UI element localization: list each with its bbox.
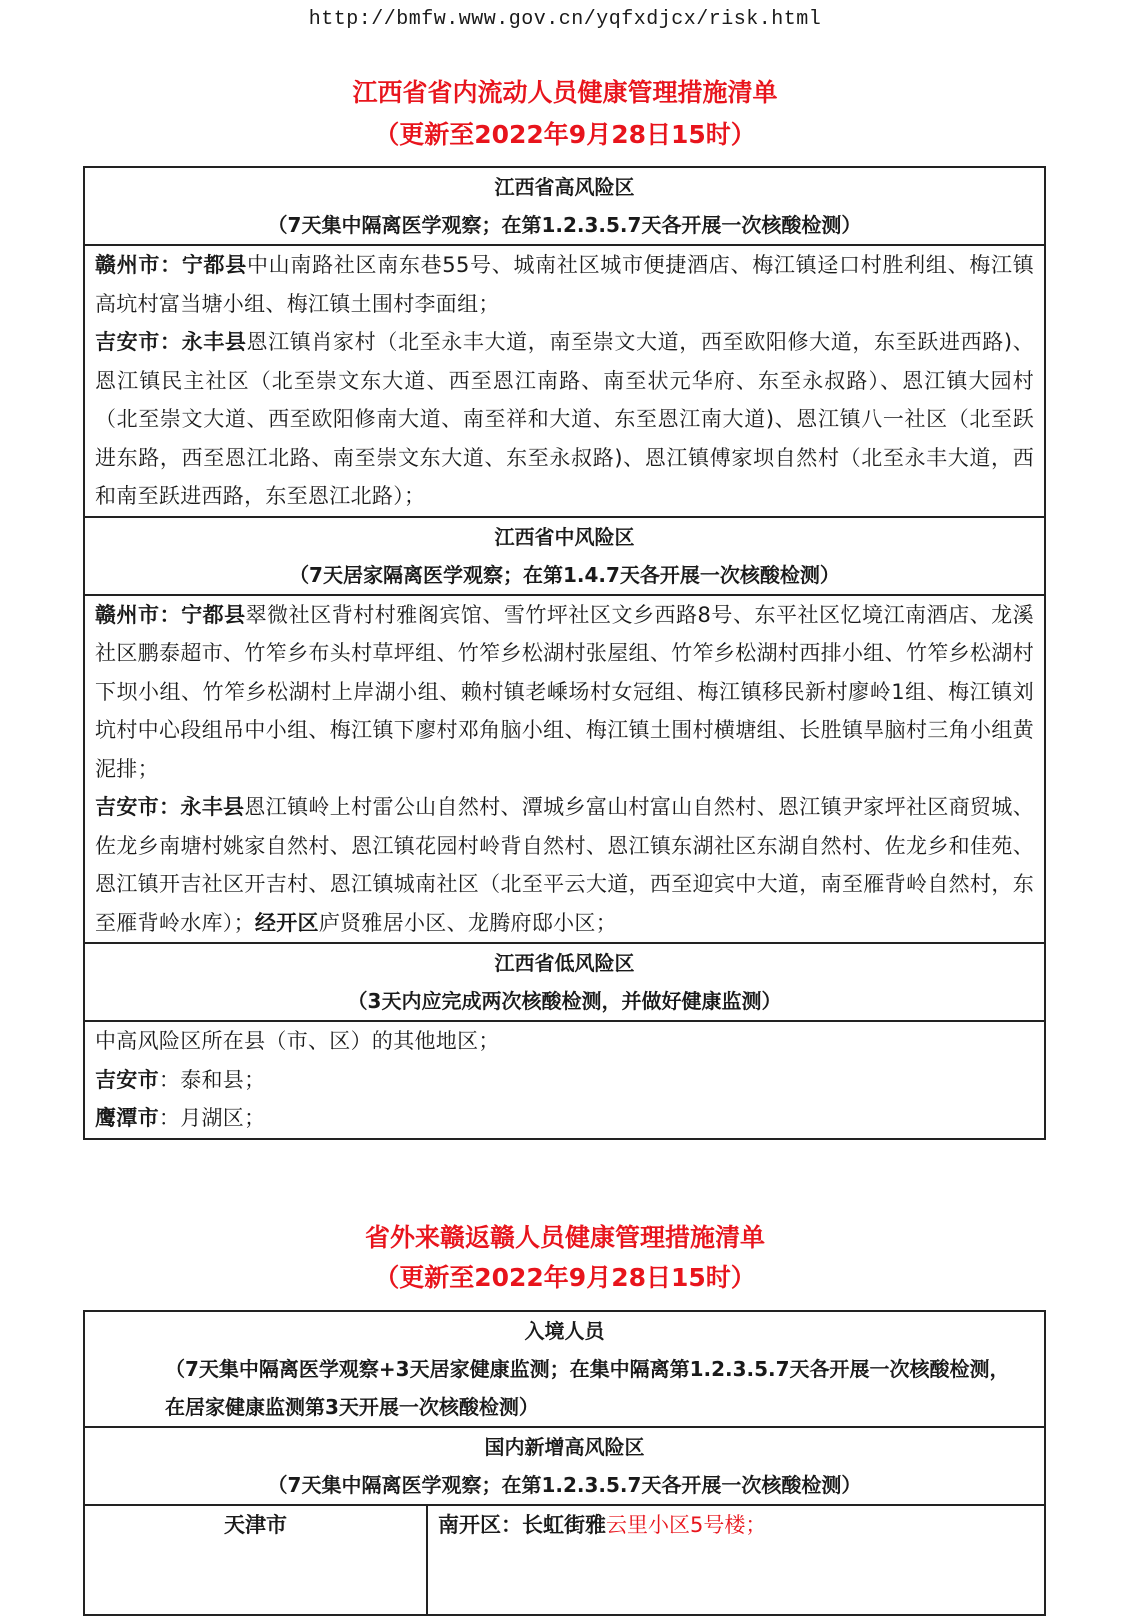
list-item [95, 246, 1034, 323]
city-label: 赣州市： [95, 602, 182, 627]
area-text: 翠微社区背村村雅阁宾馆、雪竹坪社区文乡西路8号、东平社区忆境江南酒店、龙溪社区鹏泰超市、竹笮乡布头村草坪组、竹笮乡松湖村张屋组、竹笮乡松湖村西排小组、竹笮乡松湖村下坝小组、竹笮乡松湖村上岸湖小组、赖村镇老嵊场村女冠组、梅江镇移民新村廖岭1组、梅江镇刘坑村中心段组吊中小组、梅江镇下廖村邓角脑小组、梅江镇土围村横塘组、长胜镇旱脑村三角小组黄泥排； [95, 602, 1034, 781]
county-label: 永丰县 [180, 795, 245, 819]
city-label: 赣州市： [95, 253, 182, 277]
list-item [95, 596, 1034, 789]
area-text: 恩江镇肖家村（北至永丰大道，南至崇文大道，西至欧阳修大道，东至跃进西路)、恩江镇民主社区（北至崇文东大道、西至恩江南路、南至状元华府、东至永叔路）、恩江镇大园村（北至崇文大道、西至欧阳修南大道、南至祥和大道、东至恩江南大道)、恩江镇八一社区（北至跃进东路，西至恩江北路、南至崇文东大道、东至永叔路)、恩江镇傅家坝自然村（北至永丰大道，西和南至跃进西路，东至恩江北路）； [95, 330, 1034, 508]
inbound-heading: 入境人员 [524, 1319, 605, 1343]
area-text: ：泰和县； [158, 1067, 266, 1092]
city-label: 吉安市 [95, 1067, 159, 1092]
domestic-high-risk-header [84, 1427, 1045, 1505]
section1-table [83, 166, 1046, 1140]
high-risk-heading: 江西省高风险区 [494, 175, 635, 199]
high-risk-list [84, 245, 1045, 517]
mid-risk-list [84, 595, 1045, 944]
high-risk-header [84, 167, 1045, 245]
table-row-area [427, 1505, 1045, 1615]
city-label: 吉安市： [95, 330, 182, 354]
low-risk-list [84, 1021, 1045, 1139]
section1-title: 江西省省内流动人员健康管理措施清单 [352, 78, 778, 107]
city-label: 吉安市： [95, 795, 181, 819]
high-risk-measure: （7天集中隔离医学观察；在第1.2.3.5.7天各开展一次核酸检测） [267, 213, 862, 237]
inbound-measure: （7天集中隔离医学观察+3天居家健康监测；在集中隔离第1.2.3.5.7天各开展一次核酸检测，在居家健康监测第3天开展一次核酸检测） [165, 1357, 1010, 1419]
section2-table [83, 1310, 1046, 1616]
area-text: 恩江镇岭上村雷公山自然村、潭城乡富山村富山自然村、恩江镇尹家坪社区商贸城、佐龙乡南塘村姚家自然村、恩江镇花园村岭背自然村、恩江镇东湖社区东湖自然村、佐龙乡和佳苑、恩江镇开吉社区开吉村、恩江镇城南社区（北至平云大道，西至迎宾中大道，南至雁背岭自然村，东至雁背岭水库）； [95, 795, 1034, 935]
district-label: 经开区 [254, 910, 319, 935]
source-url: http://bmfw.www.gov.cn/yqfxdjcx/risk.html [308, 8, 822, 31]
list-item: 中高风险区所在县（市、区）的其他地区； [95, 1029, 500, 1053]
section2-title: 省外来赣返赣人员健康管理措施清单 [364, 1223, 765, 1252]
area-bold: 南开区：长虹街雅 [438, 1513, 606, 1537]
low-risk-measure: （3天内应完成两次核酸检测，并做好健康监测） [347, 989, 782, 1013]
list-item [95, 323, 1034, 516]
county-label: 宁都县 [181, 253, 247, 277]
mid-risk-heading: 江西省中风险区 [494, 524, 635, 549]
table-row-city: 天津市 [84, 1505, 427, 1615]
area-text: 庐贤雅居小区、龙腾府邸小区； [318, 910, 618, 935]
list-item [95, 788, 1034, 942]
list-item [95, 1099, 1034, 1138]
inbound-header [84, 1311, 1045, 1427]
area-text: 中山南路社区南东巷55号、城南社区城市便捷酒店、梅江镇迳口村胜利组、梅江镇高坑村富当塘小组、梅江镇土围村李面组； [95, 253, 1034, 316]
section2-updated: （更新至2022年9月28日15时） [374, 1263, 756, 1292]
city-label: 鹰潭市 [95, 1106, 159, 1130]
low-risk-heading: 江西省低风险区 [494, 951, 635, 975]
mid-risk-measure: （7天居家隔离医学观察；在第1.4.7天各开展一次核酸检测） [289, 562, 840, 587]
mid-risk-header [84, 517, 1045, 595]
county-label: 宁都县 [181, 602, 246, 627]
section1-updated: （更新至2022年9月28日15时） [374, 120, 756, 149]
area-red: 云里小区5号楼； [606, 1513, 767, 1537]
area-text: ：月湖区； [158, 1106, 266, 1130]
domestic-high-measure: （7天集中隔离医学观察；在第1.2.3.5.7天各开展一次核酸检测） [267, 1473, 862, 1497]
county-label: 永丰县 [181, 330, 247, 354]
low-risk-header [84, 943, 1045, 1021]
list-item [95, 1061, 1034, 1100]
domestic-high-heading: 国内新增高风险区 [484, 1435, 645, 1459]
